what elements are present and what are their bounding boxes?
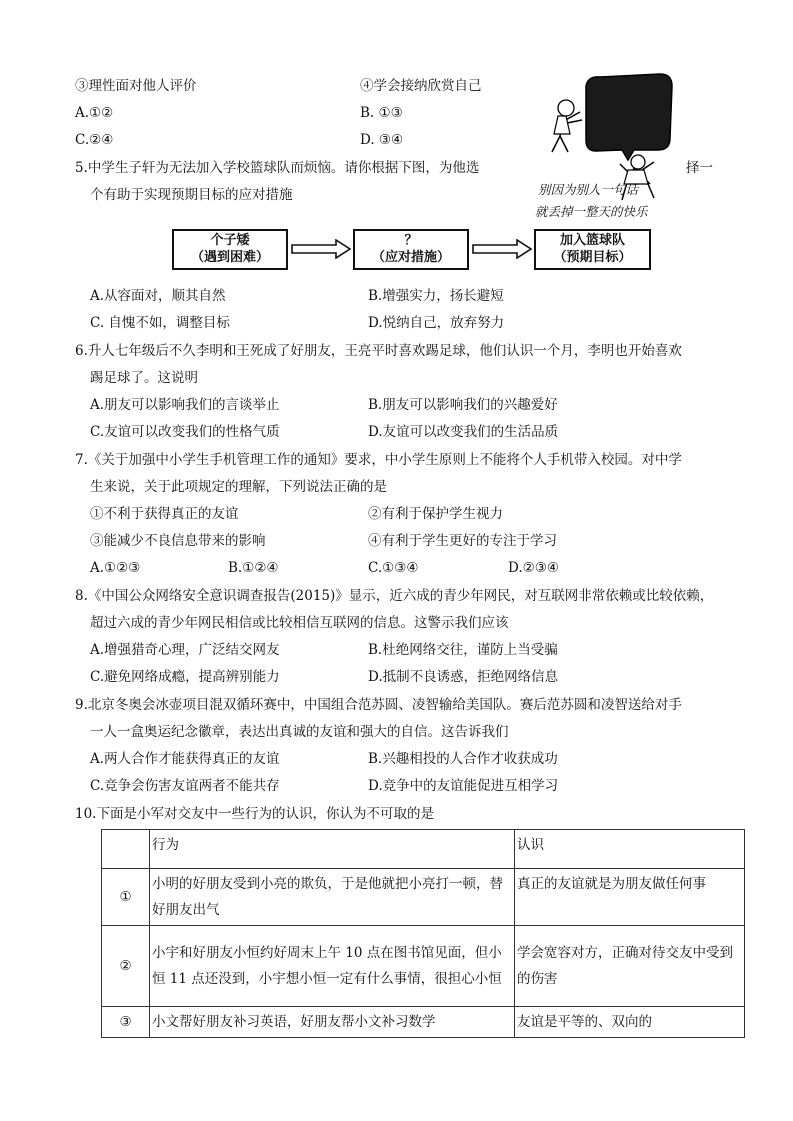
q5-stem-line1: 5.中学生子轩为无法加入学校篮球队而烦恼。请你根据下图，为他选	[75, 160, 480, 176]
q6-option-c: C.友谊可以改变我们的性格气质	[90, 424, 280, 440]
table-row	[102, 869, 745, 926]
q4-statement-4: ④学会接纳欣赏自己	[360, 78, 482, 94]
q10-stem: 10.下面是小军对交友中一些行为的认识，你认为不可取的是	[75, 806, 434, 822]
flow-box-measure	[353, 229, 469, 270]
q5-stem-line1-end: 择一	[686, 160, 713, 176]
q4-option-c: C.②④	[75, 132, 114, 148]
table-header-row	[102, 830, 745, 869]
q7-option-d: D.②③④	[508, 560, 559, 576]
q5-option-c: C. 自愧不如，调整目标	[90, 315, 230, 331]
q7-stem-line1: 7.《关于加强中小学生手机管理工作的通知》要求，中小学生原则上不能将个人手机带入校园。对中学	[75, 452, 682, 468]
table-row-num: ②	[102, 926, 150, 1007]
table-row-behavior: 小明的好朋友受到小亮的欺负，于是他就把小亮打一顿，替好朋友出气	[150, 869, 515, 926]
q9-option-a: A.两人合作才能获得真正的友谊	[90, 751, 280, 767]
table-row-num: ③	[102, 1007, 150, 1038]
q4-statement-3: ③理性面对他人评价	[75, 78, 197, 94]
table-header-view: 认识	[515, 830, 745, 869]
q9-option-b: B.兴趣相投的人合作才收获成功	[368, 751, 558, 767]
q8-option-c: C.避免网络成瘾，提高辨别能力	[90, 669, 280, 685]
q8-option-b: B.杜绝网络交往，谨防上当受骗	[368, 642, 558, 658]
flow-arrow-1	[290, 239, 352, 259]
q6-option-a: A.朋友可以影响我们的言谈举止	[90, 397, 280, 413]
q9-stem-line2: 一人一盒奥运纪念徽章，表达出真诚的友谊和强大的自信。这告诉我们	[90, 724, 509, 740]
q6-stem-line2: 踢足球了。这说明	[90, 370, 198, 386]
q8-option-a: A.增强猎奇心理，广泛结交网友	[90, 642, 280, 658]
flow-box-goal-sub: （预期目标）	[553, 250, 632, 265]
q6-option-b: B.朋友可以影响我们的兴趣爱好	[368, 397, 558, 413]
table-row-num: ①	[102, 869, 150, 926]
cartoon-caption-2: 就丢掉一整天的快乐	[535, 204, 648, 219]
flow-box-difficulty	[172, 229, 288, 270]
flow-box-difficulty-sub: （遇到困难）	[190, 250, 269, 265]
table-header-num	[102, 830, 150, 869]
q7-option-a: A.①②③	[90, 560, 141, 576]
q4-option-d: D. ③④	[360, 132, 404, 148]
q5-option-d: D.悦纳自己，放弃努力	[368, 315, 505, 331]
q8-stem-line2: 超过六成的青少年网民相信或比较相信互联网的信息。这警示我们应该	[90, 615, 509, 631]
flow-box-measure-title: ？	[404, 233, 418, 248]
q7-statement-2: ②有利于保护学生视力	[368, 506, 503, 522]
q6-option-d: D.友谊可以改变我们的生活品质	[368, 424, 559, 440]
q6-stem-line1: 6.升人七年级后不久李明和王死成了好朋友，王亮平时喜欢踢足球，他们认识一个月，李明也开始喜欢	[75, 343, 682, 359]
flow-box-goal	[534, 229, 651, 270]
table-row-behavior: 小宇和好朋友小恒约好周末上午 10 点在图书馆见面，但小恒 11 点还没到，小宇想小恒一定有什么事情，很担心小恒	[150, 926, 515, 1007]
table-row	[102, 1007, 745, 1038]
table-row-view: 学会宽容对方，正确对待交友中受到的伤害	[515, 926, 745, 1007]
flow-box-goal-title: 加入篮球队	[559, 233, 625, 248]
q9-stem-line1: 9.北京冬奥会冰壶项目混双循环赛中，中国组合范苏圆、凌智输给美国队。赛后范苏圆和凌智送给对手	[75, 697, 682, 713]
flow-box-measure-sub: （应对措施）	[371, 250, 450, 265]
q7-option-b: B.①②④	[228, 560, 279, 576]
q7-statement-1: ①不利于获得真正的友谊	[90, 506, 239, 522]
table-row	[102, 926, 745, 1007]
table-row-view: 友谊是平等的、双向的	[515, 1007, 745, 1038]
q9-option-c: C.竞争会伤害友谊两者不能共存	[90, 778, 280, 794]
table-row-behavior: 小文帮好朋友补习英语，好朋友帮小文补习数学	[150, 1007, 515, 1038]
q4-option-b: B. ①③	[360, 105, 403, 121]
q4-option-a: A.①②	[75, 105, 114, 121]
q8-stem-line1: 8.《中国公众网络安全意识调查报告(2015)》显示，近六成的青少年网民，对互联网非常依赖或比较依赖，	[75, 588, 714, 604]
q5-option-b: B.增强实力，扬长避短	[368, 288, 504, 304]
q5-stem-line2: 个有助于实现预期目标的应对措施	[90, 187, 293, 203]
flow-box-difficulty-title: 个子矮	[210, 233, 250, 248]
q7-statement-4: ④有利于学生更好的专注于学习	[368, 533, 557, 549]
q8-option-d: D.抵制不良诱惑，拒绝网络信息	[368, 669, 559, 685]
q10-table	[101, 829, 745, 1038]
q7-stem-line2: 生来说，关于此项规定的理解，下列说法正确的是	[90, 479, 387, 495]
table-header-behavior: 行为	[150, 830, 515, 869]
cartoon-caption-1: 别因为别人一句话	[538, 182, 639, 197]
q7-statement-3: ③能减少不良信息带来的影响	[90, 533, 266, 549]
flow-arrow-2	[471, 239, 533, 259]
q5-option-a: A.从容面对，顺其自然	[90, 288, 226, 304]
table-row-view: 真正的友谊就是为朋友做任何事	[515, 869, 745, 926]
q9-option-d: D.竞争中的友谊能促进互相学习	[368, 778, 559, 794]
q7-option-c: C.①③④	[368, 560, 419, 576]
